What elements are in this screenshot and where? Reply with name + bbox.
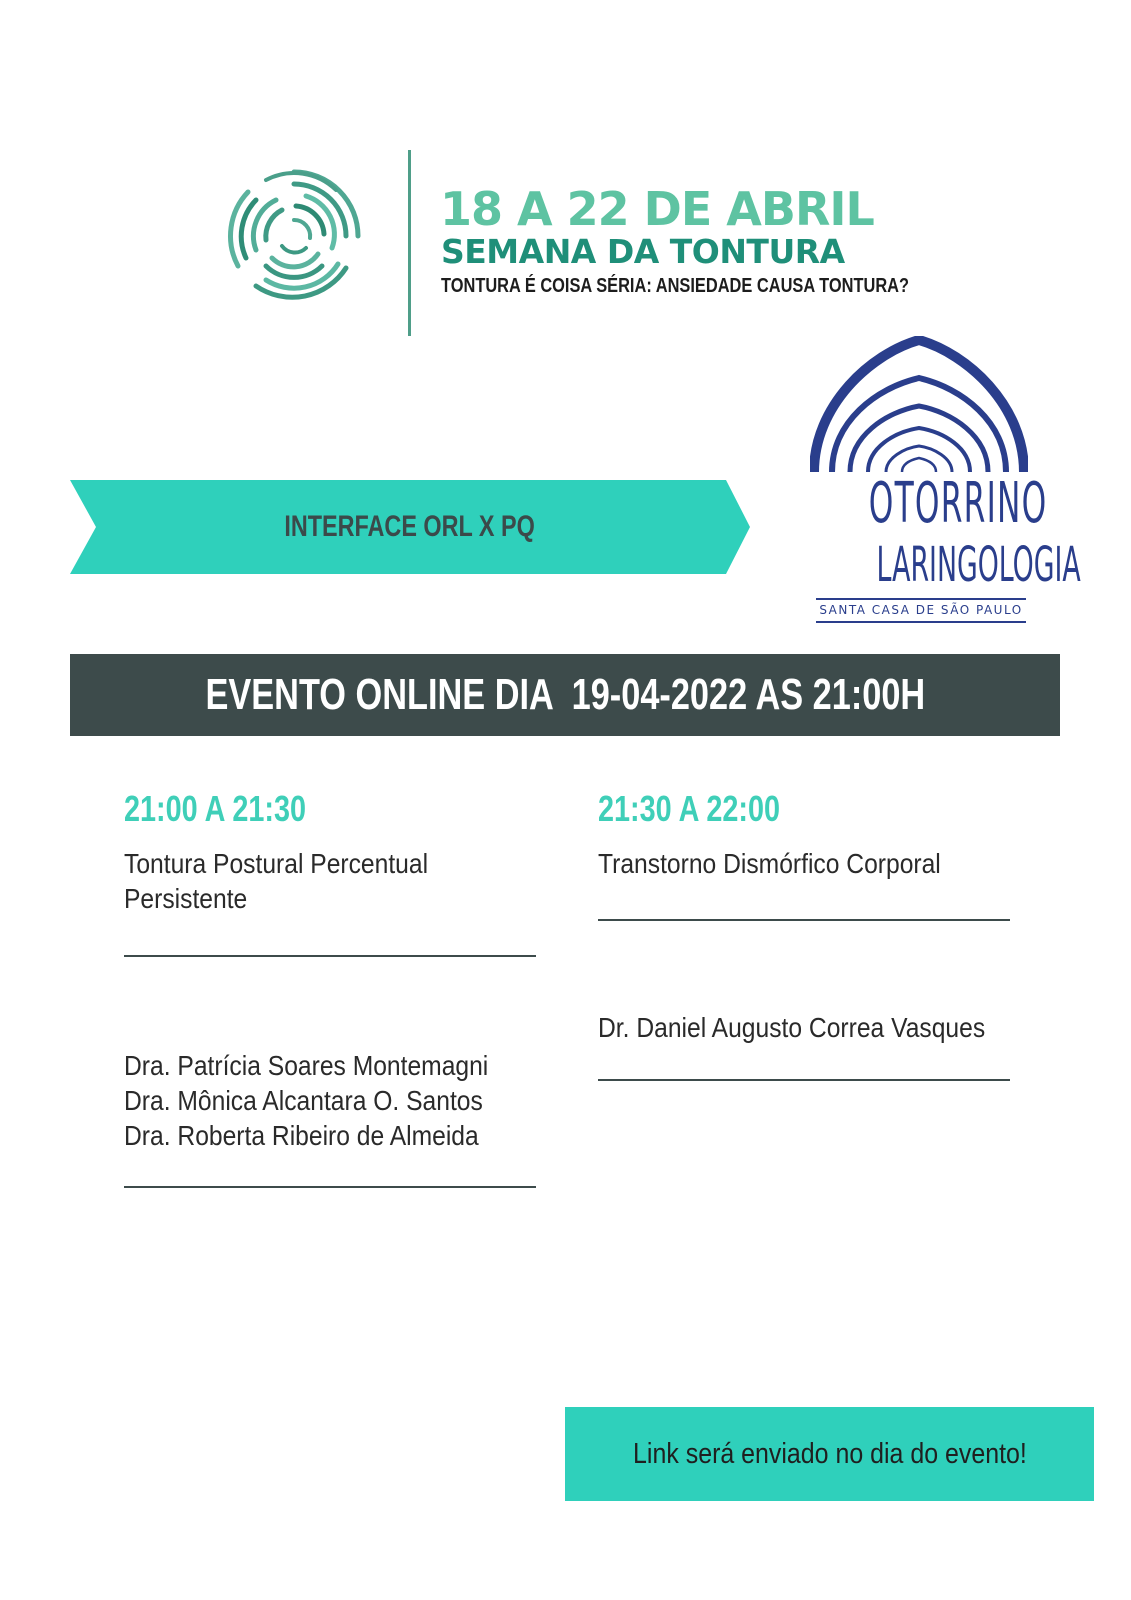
- ribbon-label: INTERFACE ORL X PQ: [284, 510, 536, 543]
- swirl-logo-icon: [226, 168, 362, 304]
- link-note-text: Link será enviado no dia do evento!: [632, 1437, 1027, 1470]
- event-banner-text: EVENTO ONLINE DIA 19-04-2022 AS 21:00H: [205, 670, 925, 719]
- session-2-speakers: [598, 1010, 1012, 1045]
- session-1-time: 21:00 A 21:30: [124, 788, 306, 829]
- santa-casa-label: SANTA CASA DE SÃO PAULO: [819, 603, 1023, 617]
- laringologia-word: LARINGOLOGIA: [876, 537, 1081, 593]
- session-2-time: 21:30 A 22:00: [598, 788, 780, 829]
- interface-ribbon: [70, 480, 750, 574]
- speaker-name: Dra. Patrícia Soares Montemagni: [124, 1050, 489, 1081]
- event-subtitle: TONTURA É COISA SÉRIA: ANSIEDADE CAUSA TONTURA?: [441, 275, 910, 297]
- session-2-topic-rule: [598, 919, 1010, 921]
- session-1-topic: Tontura Postural Percentual Persistente: [124, 848, 429, 914]
- logo-rule-top: [816, 598, 1026, 600]
- speaker-name: Dra. Mônica Alcantara O. Santos: [124, 1085, 483, 1116]
- otorrino-word: OTORRINO: [868, 471, 1048, 536]
- speaker-name: Dra. Roberta Ribeiro de Almeida: [124, 1120, 479, 1151]
- session-1-topic-rule: [124, 955, 536, 957]
- header-divider: [408, 150, 411, 336]
- session-2-topic: Transtorno Dismórfico Corporal: [598, 848, 941, 879]
- link-note-box: [565, 1407, 1094, 1501]
- session-2-speakers-rule: [598, 1079, 1010, 1081]
- session-1-speakers: [124, 1048, 538, 1153]
- event-banner: [70, 654, 1060, 736]
- event-week-title: SEMANA DA TONTURA: [441, 232, 845, 271]
- speaker-name: Dr. Daniel Augusto Correa Vasques: [598, 1012, 986, 1043]
- logo-rule-bottom: [816, 621, 1026, 623]
- session-1-speakers-rule: [124, 1186, 536, 1188]
- event-dates: 18 A 22 DE ABRIL: [440, 182, 874, 236]
